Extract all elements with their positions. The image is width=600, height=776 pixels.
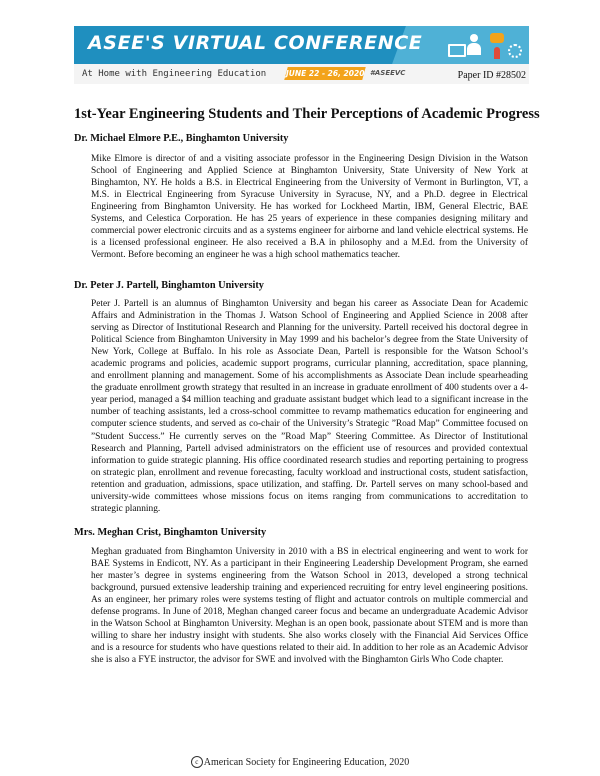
banner-dates-text: JUNE 22 - 26, 2020: [286, 69, 365, 78]
paper-id: Paper ID #28502: [457, 70, 526, 81]
banner-hashtag: #ASEEVC: [370, 69, 406, 77]
banner-dates: [284, 67, 365, 80]
footer-text: American Society for Engineering Education, 2020: [203, 757, 410, 768]
author-name: Dr. Michael Elmore P.E., Binghamton University: [74, 133, 289, 144]
paper-title: 1st-Year Engineering Students and Their Perceptions of Academic Progress: [74, 106, 540, 122]
author-name: Dr. Peter J. Partell, Binghamton University: [74, 280, 264, 291]
banner-illustration: [446, 30, 526, 60]
gear-icon: [508, 44, 522, 58]
author-bio: Mike Elmore is director of and a visiting associate professor in the Engineering Design Division in the Watson School of Engineering and Applied Science at Binghamton University, State University of New York at Binghamton, NY. He holds a B.S. in Electrical Engineering from the University of Vermont in Burlington, VT, a M.S. in Electrical Engineering from Syracuse University in Syracuse, NY, and a Ph.D. degree in Electrical Engineering from Binghamton University. He has worked for Lockheed Martin, IBM, General Electric, BAE Systems, and Celestica Corporation. He has 25 years of experience in these companies designing military and commercial power electronic circuits and as a systems engineer for airborne and land vehicle electrical systems. He is a licensed professional engineer. He also received a B.A in philosophy and a M.Ed. from the University of Vermont. Before becoming an engineer he was a high school mathematics teacher.: [91, 154, 528, 261]
laptop-icon: [448, 44, 466, 57]
person-body-icon: [467, 43, 481, 55]
person-icon: [470, 34, 478, 42]
copyright-icon: c: [191, 756, 203, 768]
author-bio: Meghan graduated from Binghamton University in 2010 with a BS in electrical engineering and went to work for BAE Systems in Endicott, NY. As a participant in their Engineering Leadership Development Program, she earned her master’s degree in systems engineering from the Watson School in 2013, developed a strong technical background, pursued extensive leadership training and experienced recruiting for entry level engineering positions. As an engineer, her primary roles were systems testing of flight and actuator controls on multiple commercial and defense programs. In June of 2018, Meghan changed career focus and became an undergraduate Academic Advisor in the Watson School at Binghamton University. Meghan is an open book, passionate about STEM and is more than willing to share her industry insight with students. She also works closely with the Financial Aid Services Office and is a resource for students who have questions related to their aid. In addition to her role as an Academic Advisor she is also a FYE instructor, the advisor for SWE and involved with the Binghamton Girls Who Code chapter.: [91, 547, 528, 666]
author-bio: Peter J. Partell is an alumnus of Binghamton University and began his career as Associate Dean for Academic Affairs and Administration in the Thomas J. Watson School of Engineering and Applied Science in 2008 after serving as Director of Institutional Research and Planning for the university. Partell received his doctoral degree in Political Science from Binghamton University in May 1999 and his bachelor’s degree from the State University of New York, College at Buffalo. In his role as Associate Dean, Partell is responsible for the Watson School’s academic programs and policies, academic support programs, curricular planning, accreditation, space planning, and enrollment planning and management. Some of his accomplishments as Associate Dean include spearheading the graduate enrollment growth strategy that resulted in an increase in graduate enrollment of 400 students over a 4-year period, managed a $4 million teaching and graduate assistant budget which lead to a significant increase in the number of teaching assistants, led a cross-school committee to revamp mathematics education for engineering and computer science students, and served as co-chair of the University’s Strategic ”Road Map” Committee focused on ”Student Success.” He currently serves on the ”Road Map” Steering Committee. As Director of Institutional Research and Planning, Partell advised administrators on the efficient use of resources and provided contextual information to guide strategic planning. His office coordinated research studies and reporting pertaining to progress on strategic plan, enrollment and revenue forecasting, faculty workload and instructional costs, student satisfaction, retention and graduation, admissions, space utilization, and staffing. Dr. Partell serves on many school-based and university-wide committees whose missions focus on items ranging from communications to accreditation to strategic planning.: [91, 299, 528, 514]
chat-bubble-icon: [490, 33, 504, 43]
banner-subtitle: At Home with Engineering Education: [82, 69, 267, 79]
rocket-icon: [494, 47, 500, 59]
author-name: Mrs. Meghan Crist, Binghamton University: [74, 527, 267, 538]
banner-title: ASEE'S VIRTUAL CONFERENCE: [88, 32, 423, 54]
page-footer: [0, 756, 600, 768]
